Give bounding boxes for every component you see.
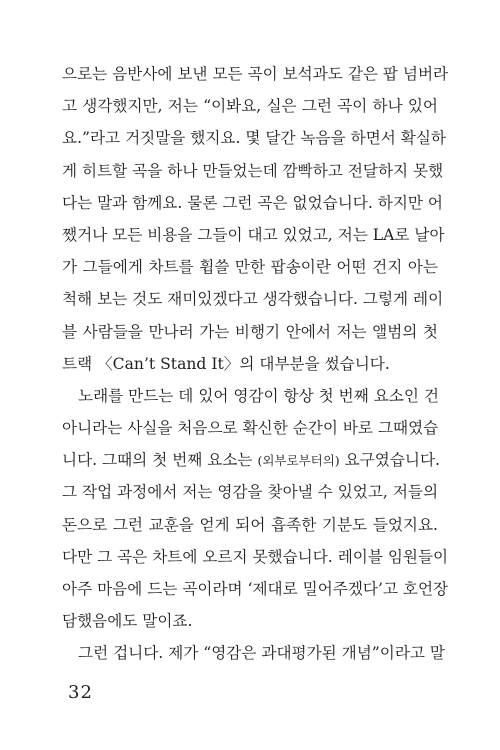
text-line: 블 사람들을 만나러 가는 비행기 안에서 저는 앨범의 첫 <box>62 322 438 341</box>
text-line: 쨌거나 모든 비용을 그들이 대고 있었고, 저는 LA로 날아 <box>62 225 445 244</box>
text-segment: 요구였습니다. <box>339 451 440 470</box>
text-line: 트랙 〈Can’t Stand It〉의 대부분을 썼습니다. <box>62 354 390 373</box>
text-line: 아주 마음에 드는 곡이라며 ‘제대로 밀어주겠다’고 호언장 <box>62 580 449 598</box>
text-line-paragraph-start: 노래를 만드는 데 있어 영감이 항상 첫 번째 요소인 건 <box>78 386 439 405</box>
text-line-paragraph-start: 그런 겁니다. 제가 “영감은 과대평가된 개념”이라고 말 <box>78 644 445 663</box>
text-line: 척해 보는 것도 재미있겠다고 생각했습니다. 그렇게 레이 <box>62 290 444 309</box>
text-line: 돈으로 그런 교훈을 얻게 되어 흡족한 기분도 들었지요. <box>62 515 438 534</box>
text-line: 가 그들에게 차트를 휩쓸 만한 팝송이란 어떤 건지 아는 <box>62 258 438 277</box>
text-line: 그 작업 과정에서 저는 영감을 찾아낼 수 있었고, 저들의 <box>62 483 439 502</box>
text-line: 으로는 음반사에 보낸 모든 곡이 보석과도 같은 팝 넘버라 <box>62 65 449 83</box>
text-line-mixed <box>62 444 438 476</box>
text-segment: 니다. 그때의 첫 번째 요소는 <box>62 451 258 470</box>
page-number: 32 <box>68 682 93 703</box>
text-line: 게 히트할 곡을 하나 만들었는데 깜빡하고 전달하지 못했 <box>62 161 444 180</box>
text-line: 아니라는 사실을 처음으로 확신한 순간이 바로 그때였습 <box>62 419 439 438</box>
body-text <box>62 58 449 670</box>
small-text-segment: (외부로부터의) <box>257 453 340 469</box>
text-line: 담했음에도 말이죠. <box>62 612 193 631</box>
text-line: 요.”라고 거짓말을 했지요. 몇 달간 녹음을 하면서 확실하 <box>62 129 446 148</box>
text-line: 다는 말과 함께요. 물론 그런 곡은 없었습니다. 하지만 어 <box>62 193 443 212</box>
text-line: 고 생각했지만, 저는 “이봐요, 실은 그런 곡이 하나 있어 <box>62 97 438 116</box>
text-line: 다만 그 곡은 차트에 오르지 못했습니다. 레이블 임원들이 <box>62 547 449 566</box>
